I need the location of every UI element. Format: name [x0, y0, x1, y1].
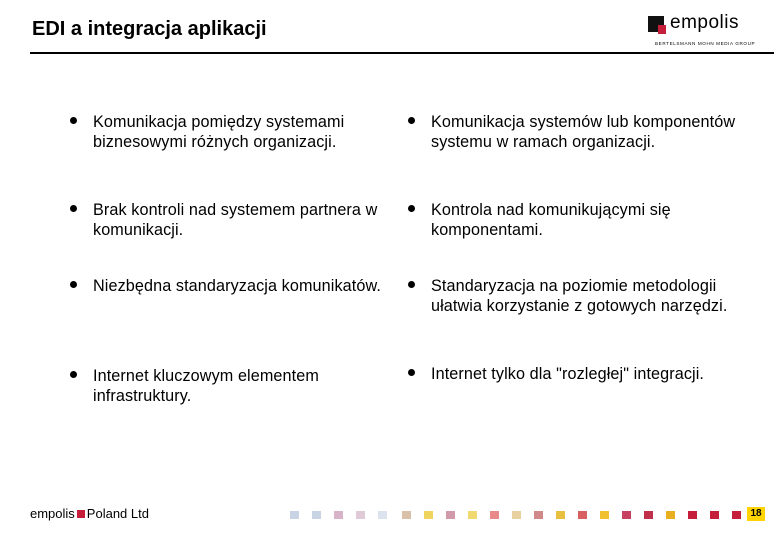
page-number: 18 [747, 507, 765, 521]
list-item [408, 364, 738, 384]
list-item-text: Internet kluczowym elementem infrastruktury. [93, 367, 319, 405]
bullet-icon [70, 371, 77, 378]
logo-brand-name: empolis [670, 12, 739, 33]
empolis-logo [648, 12, 768, 50]
list-item-text: Komunikacja systemów lub komponentów systemu w ramach organizacji. [431, 113, 736, 151]
bullet-icon [408, 205, 415, 212]
bullet-icon [70, 281, 77, 288]
slide-title: EDI a integracja aplikacji [32, 18, 267, 40]
list-item-text: Niezbędna standaryzacja komunikatów. [93, 277, 381, 295]
list-item [408, 276, 738, 316]
logo-brand-subtitle: BERTELSMANN MOHN MEDIA GROUP [655, 41, 756, 46]
list-item [70, 276, 400, 296]
bullet-icon [70, 205, 77, 212]
list-item [408, 112, 738, 152]
list-item [70, 366, 400, 406]
footer-brand-right: Poland Ltd [86, 506, 149, 521]
list-item-text: Standaryzacja na poziomie metodologii ułatwia korzystanie z gotowych narzędzi. [431, 277, 728, 315]
list-item [408, 200, 738, 240]
list-item-text: Kontrola nad komunikującymi się komponentami. [431, 201, 671, 239]
footer-red-square-icon [77, 510, 85, 518]
title-divider [30, 52, 774, 54]
list-item [70, 200, 400, 240]
bullet-icon [70, 117, 77, 124]
list-item-text: Internet tylko dla "rozległej" integracji. [431, 365, 705, 383]
bullet-icon [408, 369, 415, 376]
bullet-icon [408, 117, 415, 124]
footer-logo [30, 506, 149, 521]
footer-brand-left: empolis [30, 506, 75, 521]
empolis-logo-mark-icon [648, 16, 664, 32]
bullet-icon [408, 281, 415, 288]
list-item-text: Komunikacja pomiędzy systemami biznesowymi różnych organizacji. [93, 113, 345, 151]
list-item [70, 112, 400, 152]
list-item-text: Brak kontroli nad systemem partnera w komunikacji. [93, 201, 378, 239]
